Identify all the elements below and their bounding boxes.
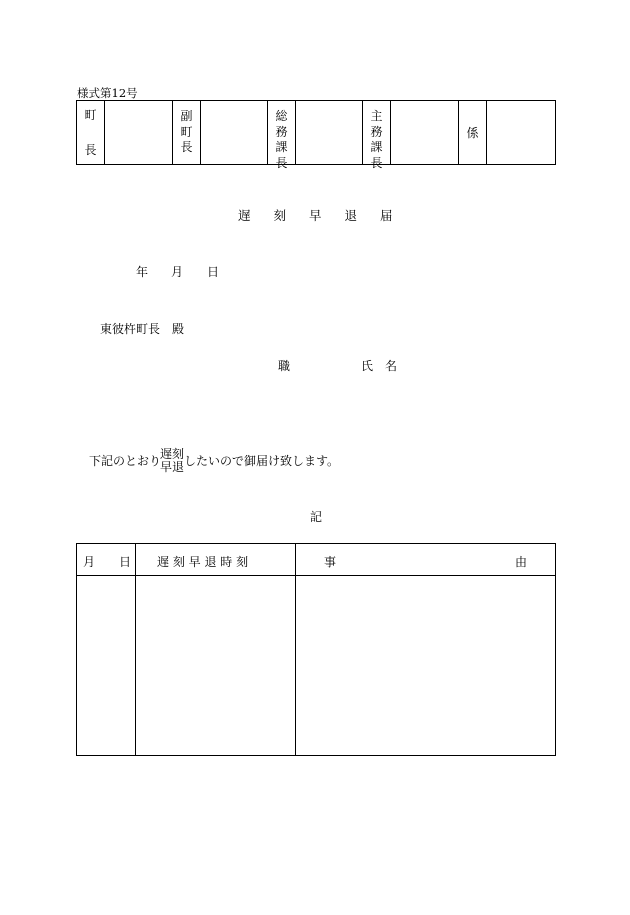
stamp-box-shumu-kacho[interactable] <box>391 101 459 164</box>
label-fukucho <box>173 101 201 164</box>
cell-time[interactable] <box>136 576 295 756</box>
header-month: 月 <box>83 555 96 569</box>
document-title: 遅刻早退届 <box>238 208 416 223</box>
approval-stamp-table <box>76 100 556 170</box>
label-shumu-kacho-text: 主 務 課 長 <box>370 109 383 170</box>
label-kakari-text: 係 <box>466 126 479 140</box>
label-shumu-kacho <box>363 101 391 170</box>
applicant-name-label: 氏 名 <box>361 359 398 373</box>
statement-after: したいので御届け致します。 <box>184 454 340 468</box>
label-somu-kacho-text: 総 務 課 長 <box>275 109 288 170</box>
label-somu-kacho <box>268 101 296 170</box>
label-cho <box>77 101 105 164</box>
stamp-box-cho[interactable] <box>105 101 173 164</box>
label-fukucho-text: 副 町 長 <box>180 109 193 154</box>
addressee: 東彼杵町長 殿 <box>100 322 185 336</box>
ki-heading: 記 <box>310 510 323 524</box>
applicant-position-label: 職 <box>278 359 291 373</box>
date-month-label: 月 <box>171 265 184 279</box>
cell-date[interactable] <box>77 576 135 756</box>
statement-option-early: 早退 <box>160 460 185 474</box>
stamp-box-fukucho[interactable] <box>201 101 268 164</box>
date-year-label: 年 <box>136 265 149 279</box>
header-reason-1: 事 <box>324 555 337 569</box>
header-day: 日 <box>119 555 132 569</box>
header-time: 遅 刻 早 退 時 刻 <box>157 555 249 569</box>
date-day-label: 日 <box>207 265 220 279</box>
record-table <box>76 543 556 756</box>
label-cho-2: 長 <box>84 143 97 157</box>
label-kakari <box>459 101 487 164</box>
stamp-box-somu-kacho[interactable] <box>296 101 363 164</box>
form-number: 様式第12号 <box>77 86 138 100</box>
label-cho-1: 町 <box>84 108 97 122</box>
header-reason-2: 由 <box>515 555 528 569</box>
statement-before: 下記のとおり <box>89 454 162 468</box>
cell-reason[interactable] <box>296 576 555 756</box>
stamp-box-kakari[interactable] <box>487 101 555 164</box>
statement-option-late: 遅刻 <box>160 447 185 461</box>
